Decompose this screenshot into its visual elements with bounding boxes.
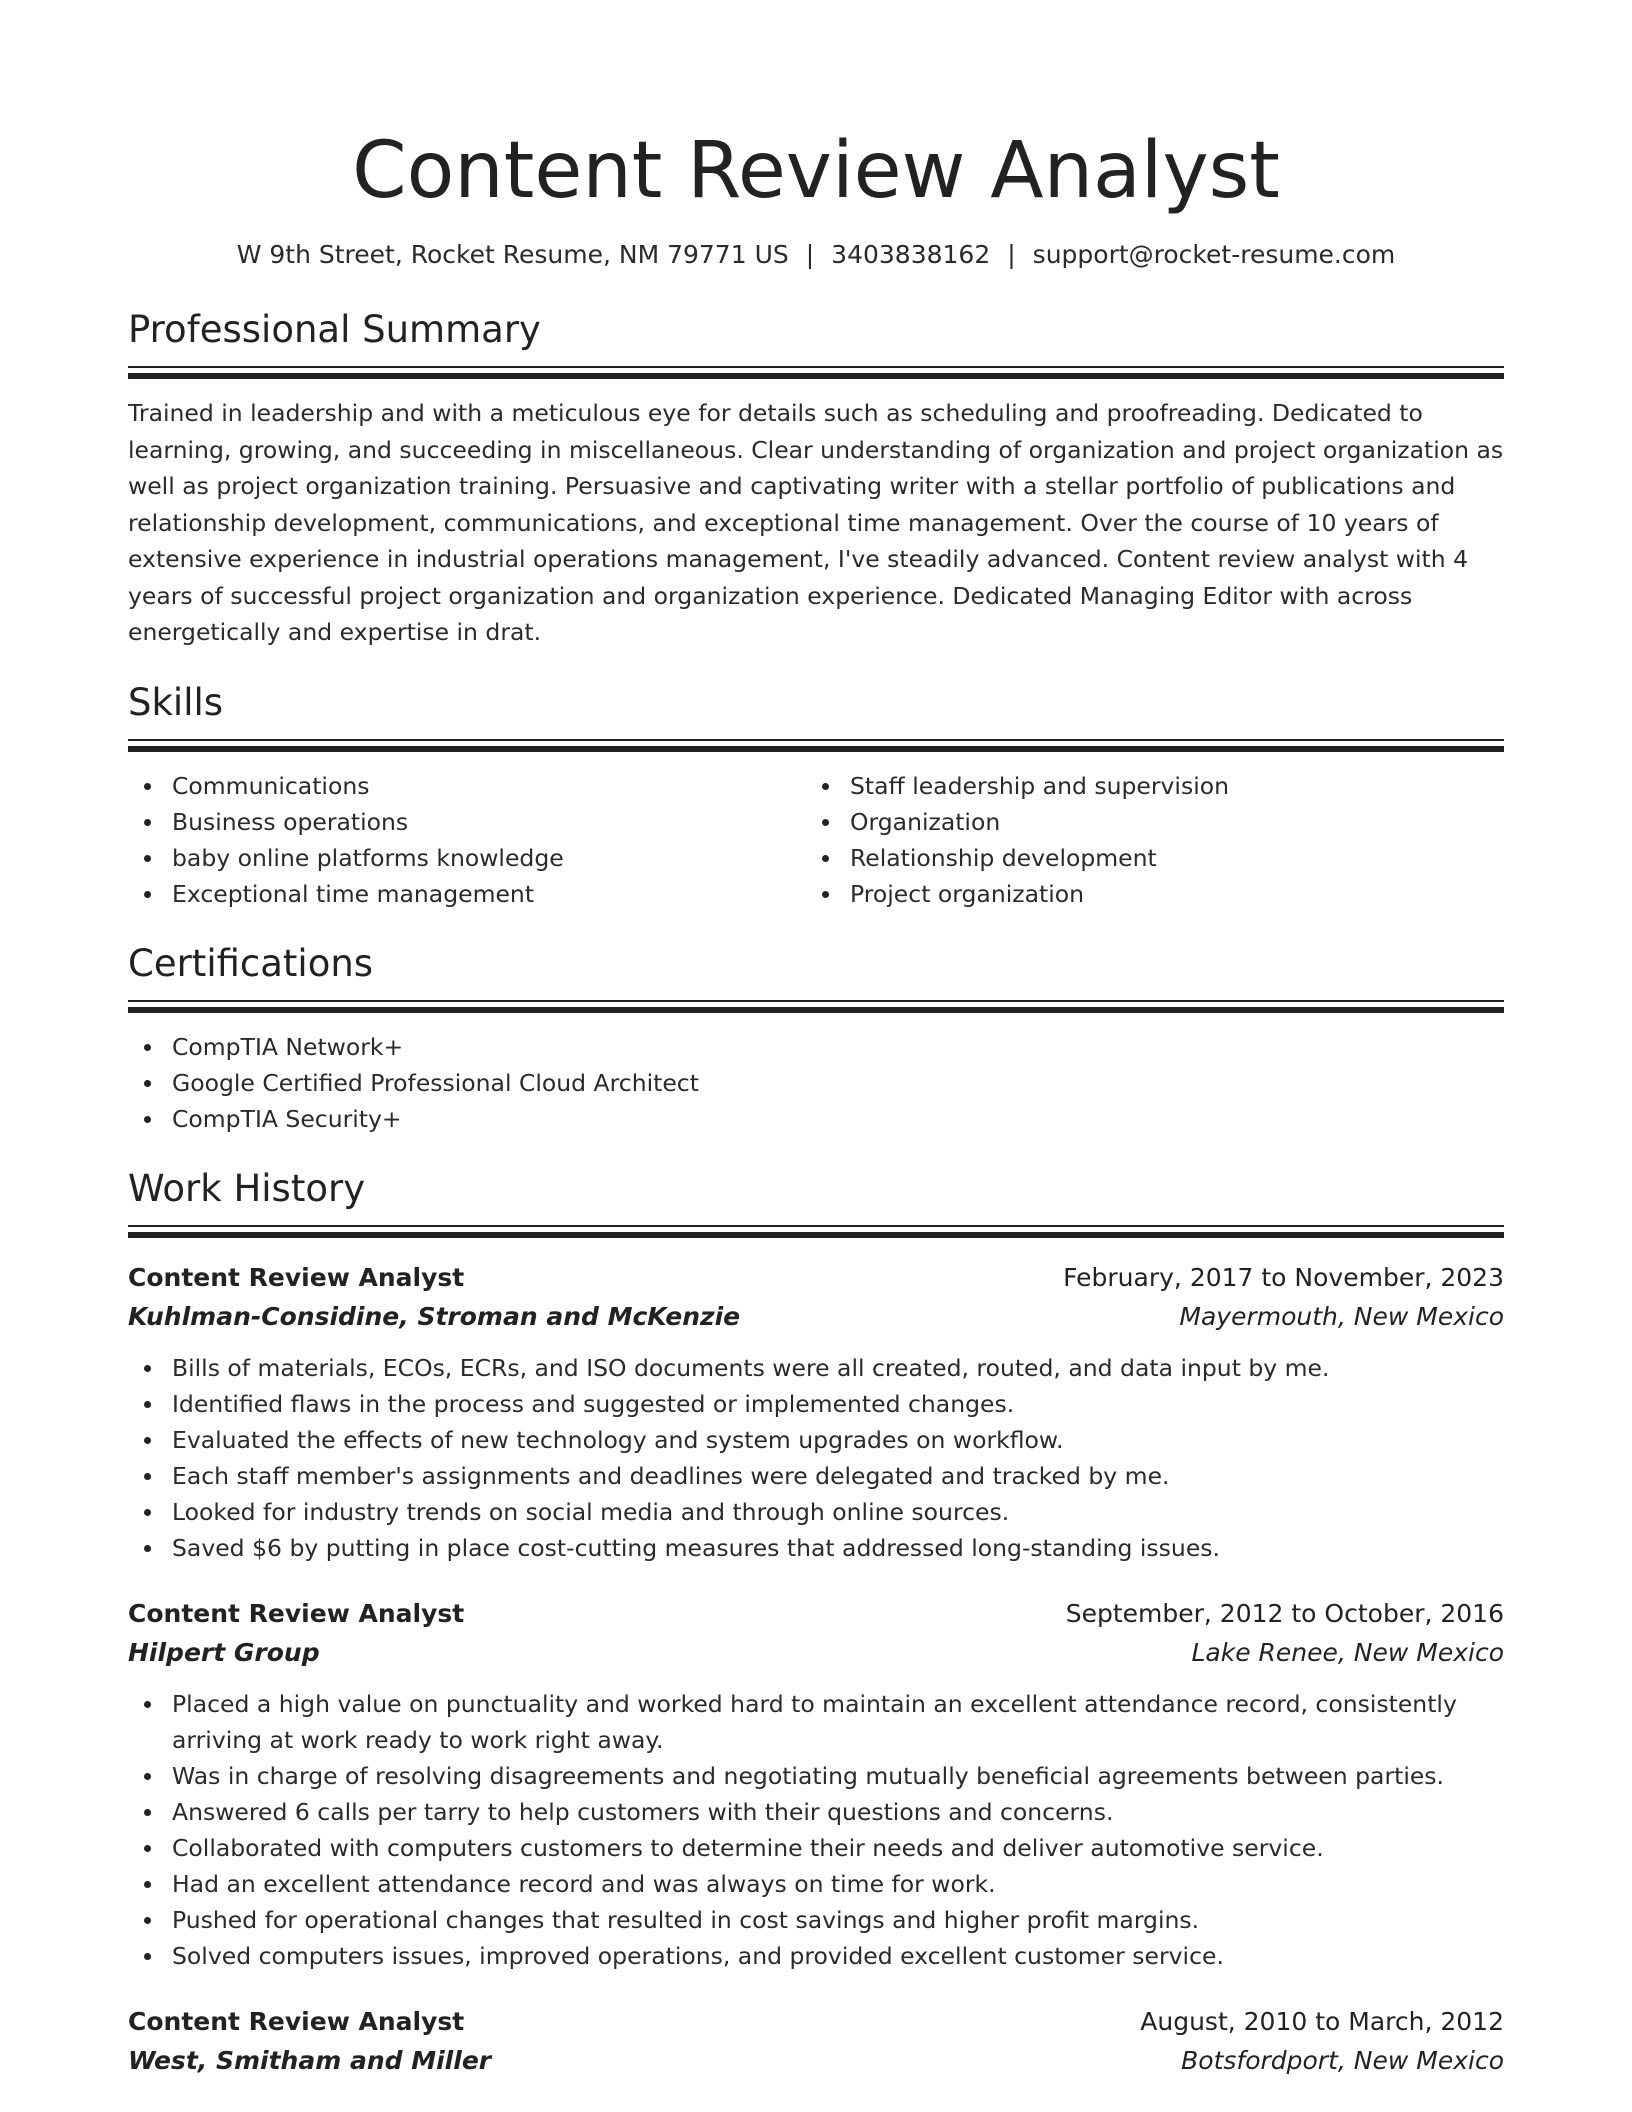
summary-heading: Professional Summary (128, 308, 541, 351)
job-bullet: Each staff member's assignments and deadlines were delegated and tracked by me. (128, 1458, 1504, 1494)
contact-separator: | (805, 240, 815, 269)
section-divider (128, 1000, 1504, 1013)
job-bullet: Evaluated the effects of new technology and system upgrades on workflow. (128, 1422, 1504, 1458)
section-divider (128, 366, 1504, 379)
job-entry (128, 1258, 1504, 1566)
job-company: Hilpert Group (128, 1637, 320, 1667)
summary-section (128, 306, 1504, 651)
section-divider (128, 739, 1504, 752)
job-location: Botsfordport, New Mexico (1181, 2045, 1504, 2075)
job-dates: August, 2010 to March, 2012 (1140, 2006, 1504, 2036)
skill-item: baby online platforms knowledge (128, 840, 806, 876)
work-history-section (128, 1165, 1504, 2080)
certification-item: CompTIA Security+ (128, 1101, 1504, 1137)
skill-item: Organization (806, 804, 1484, 840)
certification-item: CompTIA Network+ (128, 1029, 1504, 1065)
contact-address: W 9th Street, Rocket Resume, NM 79771 US (236, 240, 789, 269)
job-company: Kuhlman-Considine, Stroman and McKenzie (128, 1301, 741, 1331)
job-header (128, 1594, 1504, 1633)
skills-grid (128, 768, 1504, 912)
summary-text: Trained in leadership and with a meticulous eye for details such as scheduling and proofreading. Dedicated to learning, growing, and succeeding in miscellaneous. Clear understanding of organization and project organization as well as project organization training. Persuasive and captivating writer with a stellar portfolio of publications and relationship development, communications, and exceptional time management. Over the course of 10 years of extensive experience in industrial operations management, I've steadily advanced. Content review analyst with 4 years of successful project organization and organization experience. Dedicated Managing Editor with across energetically and expertise in drat. (128, 399, 1504, 646)
job-title: Content Review Analyst (128, 2006, 465, 2036)
contact-separator: | (1007, 240, 1016, 269)
job-subheader (128, 1297, 1504, 1336)
skill-item: Relationship development (806, 840, 1484, 876)
job-header (128, 2002, 1504, 2041)
job-entry (128, 1594, 1504, 1974)
resume-page (128, 0, 1504, 2080)
job-subheader (128, 1633, 1504, 1672)
skill-item: Business operations (128, 804, 806, 840)
job-bullet: Had an excellent attendance record and was always on time for work. (128, 1866, 1504, 1902)
skills-section (128, 679, 1504, 912)
job-bullet: Collaborated with computers customers to determine their needs and deliver automotive service. (128, 1830, 1504, 1866)
job-location: Mayermouth, New Mexico (1179, 1301, 1504, 1331)
job-bullet: Was in charge of resolving disagreements and negotiating mutually beneficial agreements between parties. (128, 1758, 1504, 1794)
certification-item: Google Certified Professional Cloud Architect (128, 1065, 1504, 1101)
job-location: Lake Renee, New Mexico (1191, 1637, 1504, 1667)
job-bullet: Bills of materials, ECOs, ECRs, and ISO documents were all created, routed, and data input by me. (128, 1350, 1504, 1386)
job-title: Content Review Analyst (128, 1598, 465, 1628)
job-bullet: Placed a high value on punctuality and worked hard to maintain an excellent attendance record, consistently arriving at work ready to work right away. (128, 1686, 1504, 1758)
certifications-list (128, 1029, 1504, 1137)
job-bullets (128, 1686, 1504, 1974)
job-bullet: Pushed for operational changes that resulted in cost savings and higher profit margins. (128, 1902, 1504, 1938)
skills-heading: Skills (128, 680, 224, 724)
skills-column-left (128, 768, 806, 912)
skills-column-right (806, 768, 1484, 912)
job-dates: February, 2017 to November, 2023 (1063, 1262, 1504, 1292)
job-company: West, Smitham and Miller (128, 2045, 492, 2075)
job-bullet: Answered 6 calls per tarry to help customers with their questions and concerns. (128, 1794, 1504, 1830)
job-bullet: Identified flaws in the process and suggested or implemented changes. (128, 1386, 1504, 1422)
work-history-heading: Work History (128, 1166, 366, 1210)
section-divider (128, 1225, 1504, 1238)
job-entry (128, 2002, 1504, 2080)
job-bullet: Looked for industry trends on social media and through online sources. (128, 1494, 1504, 1530)
certifications-heading: Certifications (128, 941, 374, 985)
certifications-section (128, 940, 1504, 1137)
resume-name: Content Review Analyst (352, 126, 1280, 216)
skill-item: Exceptional time management (128, 876, 806, 912)
job-bullet: Saved $6 by putting in place cost-cutting measures that addressed long-standing issues. (128, 1530, 1504, 1566)
skill-item: Staff leadership and supervision (806, 768, 1484, 804)
skill-item: Communications (128, 768, 806, 804)
job-dates: September, 2012 to October, 2016 (1065, 1598, 1504, 1628)
contact-phone: 3403838162 (831, 240, 991, 269)
job-bullet: Solved computers issues, improved operations, and provided excellent customer service. (128, 1938, 1504, 1974)
job-header (128, 1258, 1504, 1297)
job-subheader (128, 2041, 1504, 2080)
contact-email: support@rocket-resume.com (1032, 240, 1396, 269)
job-bullets (128, 1350, 1504, 1566)
skill-item: Project organization (806, 876, 1484, 912)
contact-line (128, 238, 1504, 272)
job-title: Content Review Analyst (128, 1262, 465, 1292)
